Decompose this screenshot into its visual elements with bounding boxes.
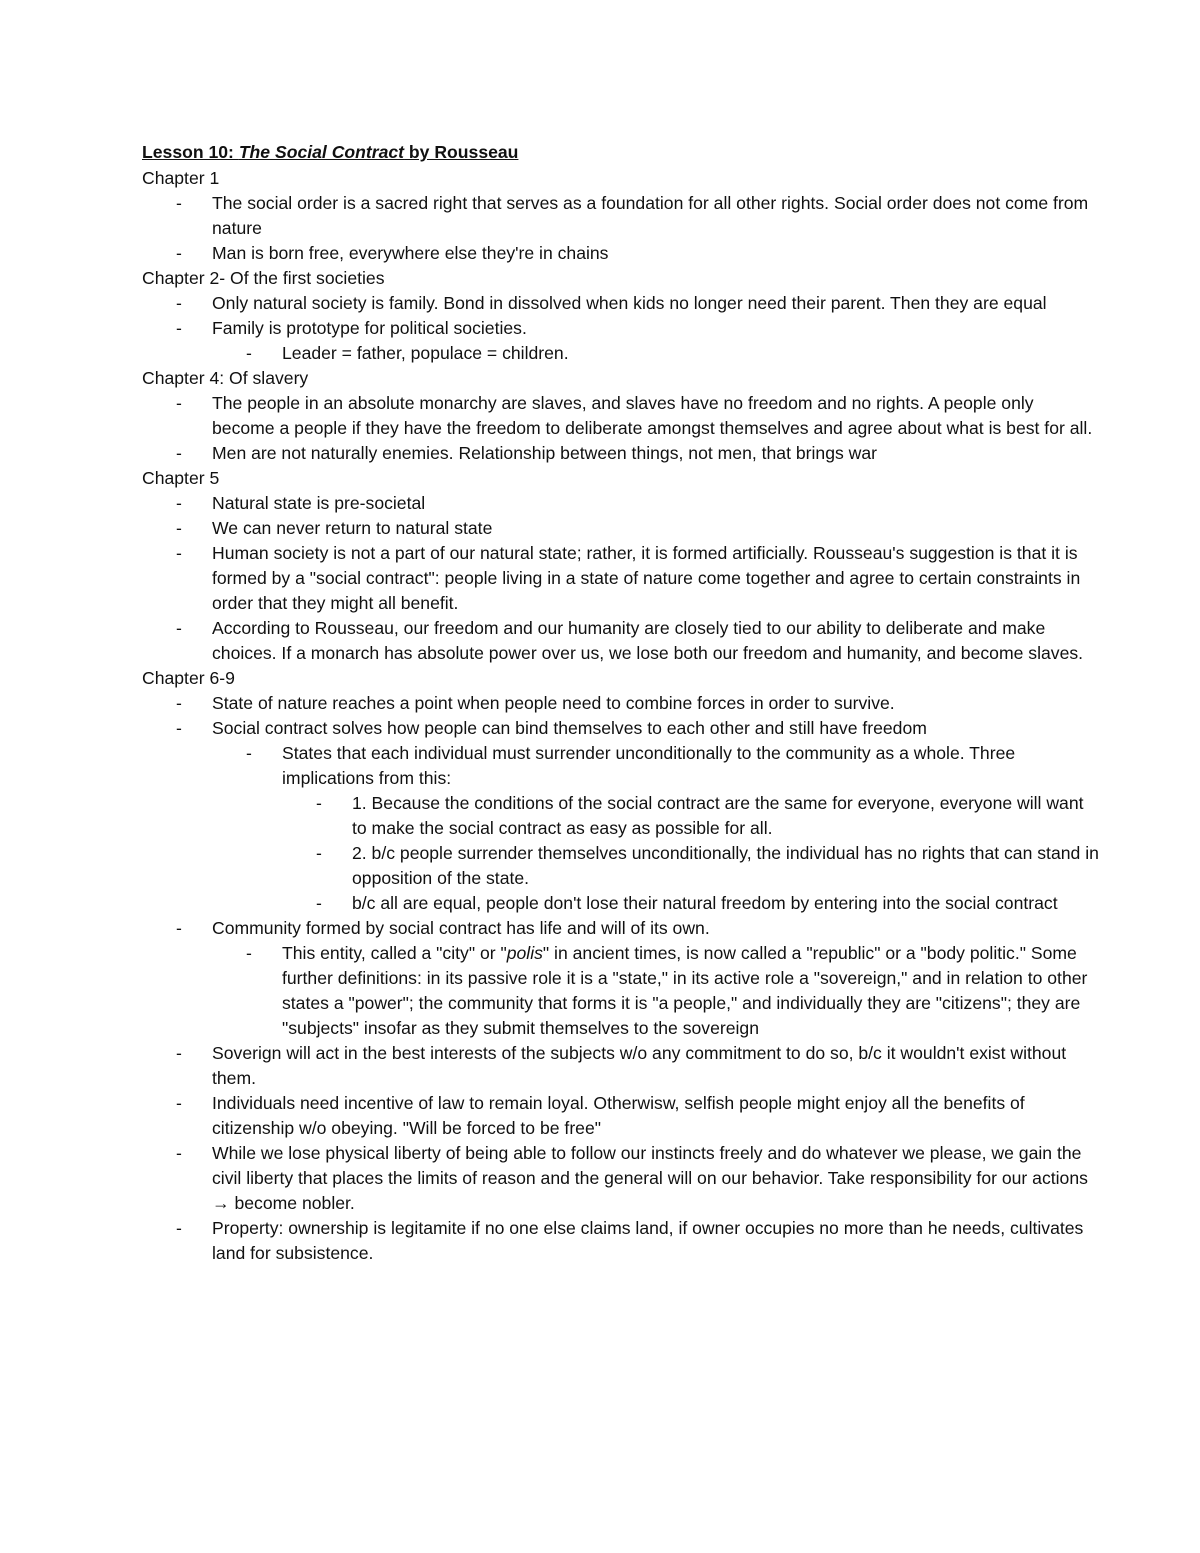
title-work: The Social Contract [238,142,405,162]
list-item [142,241,1100,266]
bullet-dash: - [176,1043,182,1063]
list-item-text: Social contract solves how people can bind themselves to each other and still have freedom [212,718,927,738]
bullet-dash: - [246,943,252,963]
bullet-dash: - [246,743,252,763]
list-item [142,1091,1100,1141]
list-item [212,741,1100,916]
list-item-text [282,941,1100,1041]
bullet-dash: - [176,243,182,263]
bullet-dash: - [316,893,322,913]
bullet-dash: - [176,318,182,338]
bullet-list-level-1 [142,391,1100,466]
title-prefix: Lesson 10: [142,142,239,162]
bullet-list-level-3 [282,791,1100,916]
text-segment: This entity, called a "city" or " [282,943,507,963]
list-item [142,441,1100,466]
bullet-dash: - [176,1143,182,1163]
list-item-text: Leader = father, populace = children. [282,343,569,363]
list-item [142,391,1100,441]
bullet-dash: - [176,193,182,213]
bullet-dash: - [176,493,182,513]
chapter-heading: Chapter 5 [142,468,220,488]
list-item-text: Natural state is pre-societal [212,493,426,513]
list-item-text: Individuals need incentive of law to remain loyal. Otherwisw, selfish people might enjoy all the benefits of citizenship w/o obeying. "Will be forced to be free" [212,1093,1025,1138]
bullet-list-level-2 [212,741,1100,916]
chapter-heading: Chapter 1 [142,168,220,188]
bullet-dash: - [176,543,182,563]
chapter-heading: Chapter 4: Of slavery [142,368,309,388]
list-item-text: Men are not naturally enemies. Relationship between things, not men, that brings war [212,443,878,463]
list-item [142,1216,1100,1266]
list-item-text: Only natural society is family. Bond in dissolved when kids no longer need their parent. Then they are equal [212,293,1047,313]
list-item-text: b/c all are equal, people don't lose their natural freedom by entering into the social contract [352,893,1058,913]
italic-term: polis [506,943,543,963]
list-item-text: States that each individual must surrender unconditionally to the community as a whole. Three implications from this: [282,743,1016,788]
list-item [142,191,1100,241]
list-item [282,841,1100,891]
list-item-text: State of nature reaches a point when people need to combine forces in order to survive. [212,693,895,713]
bullet-list-level-1 [142,691,1100,1266]
bullet-dash: - [316,793,322,813]
list-item [142,716,1100,916]
list-item [142,691,1100,716]
list-item-text: Family is prototype for political societies. [212,318,527,338]
bullet-dash: - [176,443,182,463]
list-item-text: 2. b/c people surrender themselves unconditionally, the individual has no rights that can stand in opposition of the state. [352,843,1099,888]
list-item [142,616,1100,666]
bullet-dash: - [176,518,182,538]
list-item-text: Property: ownership is legitamite if no one else claims land, if owner occupies no more than he needs, cultivates land for subsistence. [212,1218,1084,1263]
bullet-dash: - [176,393,182,413]
list-item [142,316,1100,366]
list-item-text: The people in an absolute monarchy are slaves, and slaves have no freedom and no rights. A people only become a people if they have the freedom to deliberate amongst themselves and agree about what is best for all. [212,393,1093,438]
list-item [142,1141,1100,1216]
bullet-dash: - [316,843,322,863]
bullet-dash: - [246,343,252,363]
list-item-text: We can never return to natural state [212,518,493,538]
bullet-dash: - [176,918,182,938]
list-item-text: Community formed by social contract has life and will of its own. [212,918,710,938]
notes-body [142,166,1100,1266]
bullet-list-level-2 [212,341,1100,366]
list-item [142,291,1100,316]
list-item-text: While we lose physical liberty of being able to follow our instincts freely and do whatever we please, we gain the civil liberty that places the limits of reason and the general will on our behavior. Take responsibility for our actions → become nobler. [212,1143,1088,1213]
bullet-list-level-1 [142,291,1100,366]
list-item [212,341,1100,366]
chapter-heading: Chapter 2- Of the first societies [142,268,385,288]
bullet-dash: - [176,718,182,738]
list-item [142,491,1100,516]
text-segment: " in ancient times, is now called a "republic" or a "body politic." Some further definitions: in its passive role it is a "state," in its active role a "sovereign," and in relation to other states a "power"; the community that forms it is "a people," and individually they are "citizens"; they are "subjects" insofar as they submit themselves to the sovereign [282,943,1088,1038]
list-item [282,791,1100,841]
bullet-list-level-2 [212,941,1100,1041]
list-item [142,1041,1100,1091]
bullet-dash: - [176,693,182,713]
list-item [212,941,1100,1041]
bullet-dash: - [176,1093,182,1113]
list-item [142,916,1100,1041]
list-item-text: Human society is not a part of our natural state; rather, it is formed artificially. Rousseau's suggestion is that it is formed by a "social contract": people living in a state of nature come together and agree to certain constraints in order that they might all benefit. [212,543,1081,613]
list-item-text: Man is born free, everywhere else they're in chains [212,243,609,263]
list-item-text: 1. Because the conditions of the social contract are the same for everyone, everyone will want to make the social contract as easy as possible for all. [352,793,1084,838]
list-item [142,516,1100,541]
list-item-text: The social order is a sacred right that serves as a foundation for all other rights. Social order does not come from nature [212,193,1089,238]
list-item-text: According to Rousseau, our freedom and our humanity are closely tied to our ability to deliberate and make choices. If a monarch has absolute power over us, we lose both our freedom and humanity, and become slaves. [212,618,1084,663]
title-suffix: by Rousseau [404,142,519,162]
list-item-text: Soverign will act in the best interests of the subjects w/o any commitment to do so, b/c it wouldn't exist without them. [212,1043,1067,1088]
bullet-dash: - [176,293,182,313]
chapter-heading: Chapter 6-9 [142,668,235,688]
list-item [142,541,1100,616]
bullet-dash: - [176,618,182,638]
bullet-list-level-1 [142,191,1100,266]
bullet-dash: - [176,1218,182,1238]
list-item [282,891,1100,916]
bullet-list-level-1 [142,491,1100,666]
document-title [142,140,1100,165]
